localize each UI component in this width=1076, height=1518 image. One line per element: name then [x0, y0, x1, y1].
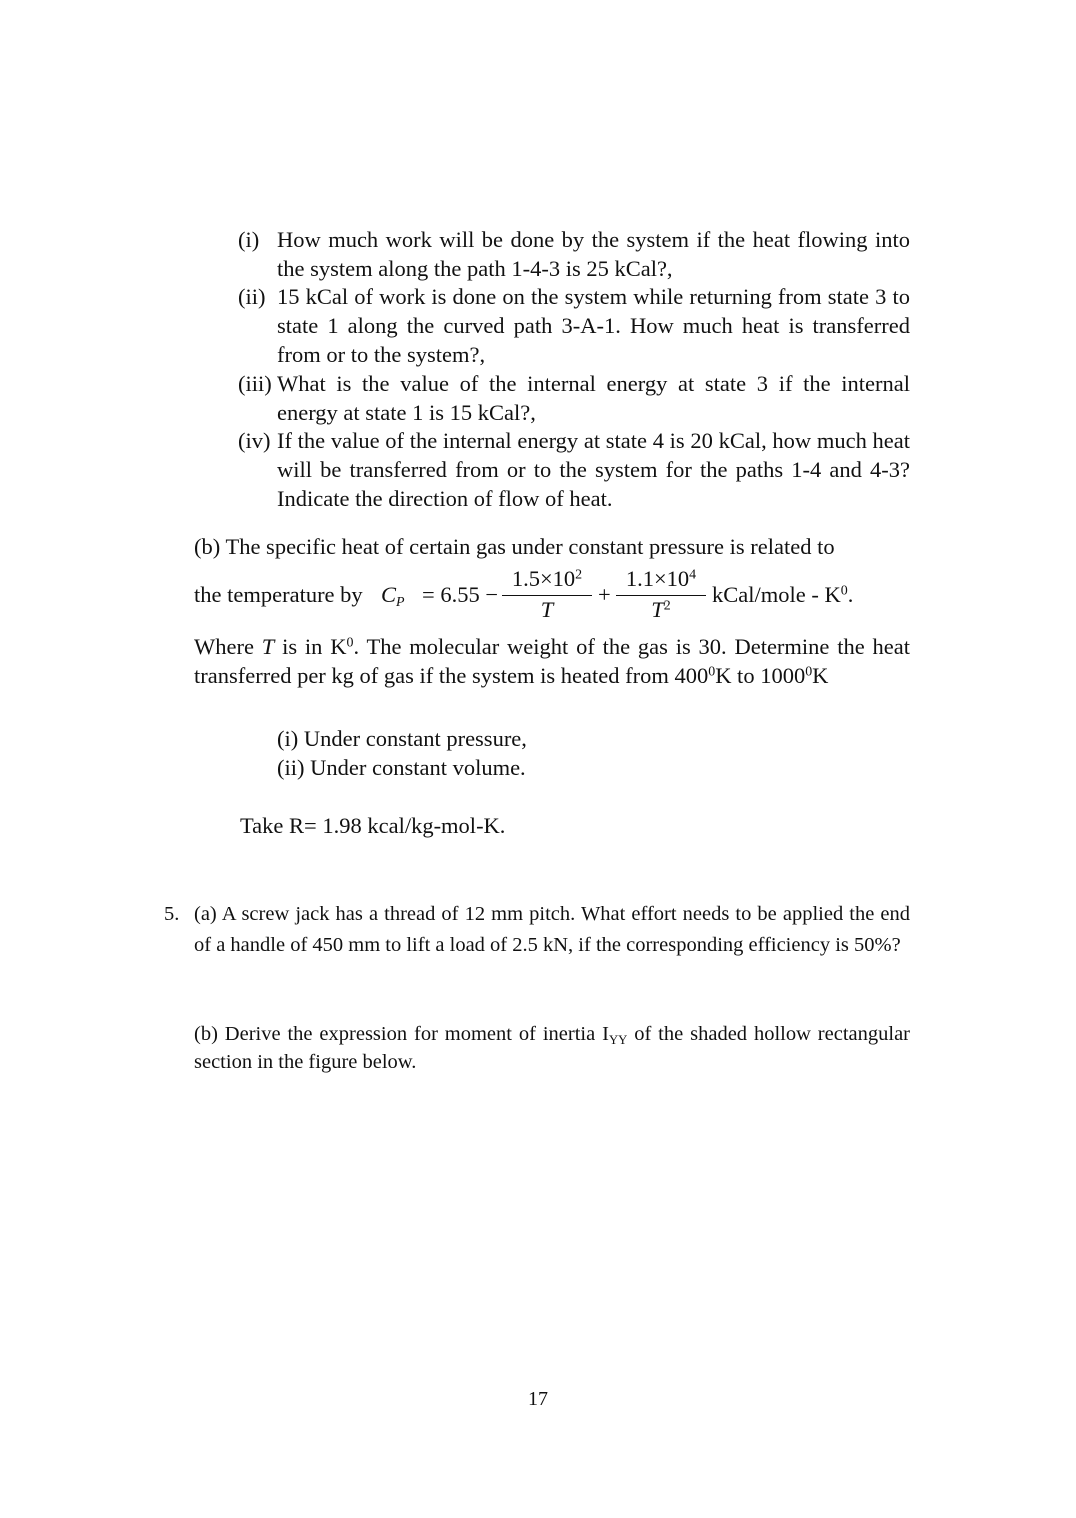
where-exp-1: 0	[346, 635, 354, 651]
part-a-item-i	[238, 226, 910, 284]
equation-prefix: the temperature by	[194, 582, 363, 607]
plus-sign: +	[598, 582, 611, 607]
fraction-2-exponent: 4	[689, 567, 697, 583]
where-text-2: is in K	[274, 634, 347, 659]
units-text: kCal/mole - K	[712, 582, 841, 607]
equation-constant: = 6.55 −	[422, 582, 499, 607]
where-exp-2: 0	[708, 664, 716, 680]
iyy-subscript: YY	[608, 1032, 628, 1047]
units-exponent: 0	[840, 583, 848, 599]
units-period: .	[847, 582, 854, 607]
sub-item-ii: (ii) Under constant volume.	[277, 755, 526, 780]
specific-heat-equation	[194, 566, 914, 628]
question-5-part-a: (a) A screw jack has a thread of 12 mm pitch. What effort needs to be applied the end of a handle of 450 mm to lift a load of 2.5 kN, if the corresponding efficiency is 50%?	[194, 903, 910, 956]
part-a-item-iv	[238, 427, 910, 513]
take-r-note: Take R= 1.98 kcal/kg-mol-K.	[240, 813, 506, 838]
item-text: How much work will be done by the system if the heat flowing into the system along the path 1-4-3 is 25 kCal?,	[277, 227, 910, 281]
cp-symbol: C	[381, 582, 397, 607]
part-a-item-iii	[238, 370, 910, 428]
where-text-1: Where	[194, 634, 262, 659]
where-text-3: . The molecular weight of the gas is 30. Determine the heat transferred per kg of gas if the system is heated from 400	[194, 634, 910, 688]
fraction-1-mantissa: 1.5×10	[511, 566, 576, 591]
item-number: (ii)	[238, 284, 266, 309]
part-b-intro: (b) The specific heat of certain gas under constant pressure is related to	[194, 534, 835, 559]
equation-units	[712, 582, 853, 608]
fraction-2-den-exponent: 2	[663, 598, 671, 614]
item-text: If the value of the internal energy at state 4 is 20 kCal, how much heat will be transferred from or to the system for the paths 1-4 and 4-3? Indicate the direction of flow of heat.	[277, 428, 910, 511]
fraction-1	[502, 566, 592, 624]
item-number: (iii)	[238, 371, 272, 396]
item-text: 15 kCal of work is done on the system while returning from state 3 to state 1 along the curved path 3-A-1. How much heat is transferred from or to the system?,	[277, 284, 910, 367]
part-b-text-2: of the shaded hollow rectangular section in the figure below.	[194, 1023, 910, 1073]
where-text-5: K	[812, 662, 829, 688]
question-5-part-b	[194, 1020, 910, 1076]
fraction-2-den-var: T	[651, 597, 664, 622]
page-number: 17	[528, 1388, 548, 1410]
fraction-2-numerator	[616, 566, 706, 596]
item-text: What is the value of the internal energy at state 3 if the internal energy at state 1 is 15 kCal?,	[277, 371, 910, 425]
where-exp-3: 0	[805, 664, 813, 680]
item-number: (iv)	[238, 428, 271, 453]
question-5-number: 5.	[164, 903, 180, 925]
part-a-item-ii	[238, 283, 910, 369]
fraction-2-mantissa: 1.1×10	[625, 566, 690, 591]
where-T: T	[261, 634, 275, 659]
where-text-4: K to 1000	[715, 662, 806, 688]
fraction-1-numerator	[502, 566, 592, 596]
item-number: (i)	[238, 227, 260, 252]
part-b-description	[194, 633, 910, 691]
part-b-text-1: (b) Derive the expression for moment of inertia I	[194, 1023, 609, 1045]
sub-item-i: (i) Under constant pressure,	[277, 726, 527, 751]
fraction-1-denominator: T	[540, 597, 554, 622]
fraction-1-exponent: 2	[575, 567, 583, 583]
equation-lhs	[381, 582, 405, 611]
fraction-2	[616, 566, 706, 624]
fraction-2-denominator	[616, 596, 706, 624]
cp-subscript: P	[396, 595, 405, 611]
